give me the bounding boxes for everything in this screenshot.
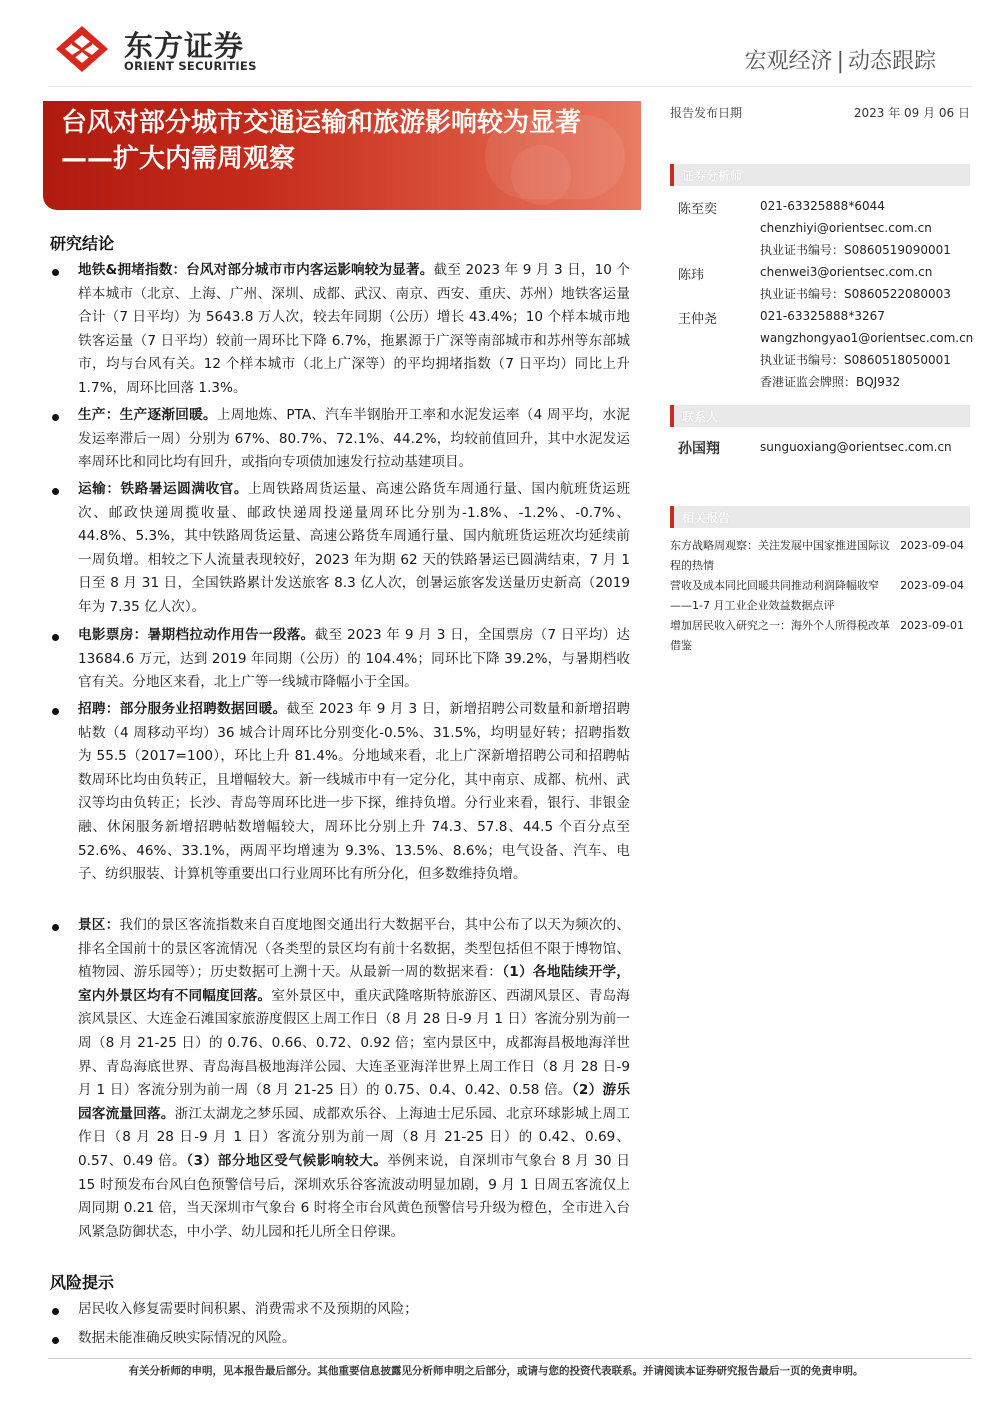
conclusion-body: 我们的景区客流指数来自百度地图交通出行大数据平台，其中公布了以天为频次的、排名全国前十的景区客流情况（各类型的景区均有前十名数据，类型包括但不限于博物馆、植物园、游乐园等）；历史数据可上溯十天。从最新一周的数据来看： xyxy=(78,917,631,981)
conclusion-text xyxy=(78,404,630,475)
related-section-header xyxy=(670,506,970,528)
conclusion-text xyxy=(78,259,630,401)
analyst-phone: 021-63325888*3267 xyxy=(760,309,885,323)
conclusion-lead: 地铁&拥堵指数：台风对部分城市市内客运影响较为显著。 xyxy=(78,262,434,278)
bullet-icon xyxy=(52,488,59,495)
bullet-icon xyxy=(52,414,59,421)
report-title: 台风对部分城市交通运输和旅游影响较为显著——扩大内需周观察 xyxy=(61,108,582,174)
bullet-icon xyxy=(52,634,59,641)
risk-text: 数据未能准确反映实际情况的风险。 xyxy=(78,1330,296,1346)
conclusion-body: 截至 2023 年 9 月 3 日，10 个样本城市（北京、上海、广州、深圳、成都、武汉、南京、西安、重庆、苏州）地铁客运量合计（7 日平均）为 5643.8 万人次，较去年同期（公历）增长 43.4%；10 个样本城市地铁客运量（7 日平均）较前一周环比下降 6.7%，拖累源于广深等南部城市和苏州等东部城市，均与台风有关。12 个样本城市（北上广深等）的平均拥堵指数（7 日平均）同比上升 1.7%，周环比回落 1.3%。 xyxy=(78,262,630,396)
risk-heading: 风险提示 xyxy=(50,1273,115,1292)
related-report-title[interactable]: 东方战略周观察：关注发展中国家推进国际议程的热情 xyxy=(670,539,890,572)
conclusion-lead: 生产：生产逐渐回暖。 xyxy=(78,407,217,423)
disclaimer-footer: 有关分析师的申明，见本报告最后部分。其他重要信息披露见分析师申明之后部分，或请与您的投资代表联系。并请阅读本证券研究报告最后一页的免责申明。 xyxy=(128,1365,864,1377)
conclusion-text xyxy=(78,624,630,695)
risk-text: 居民收入修复需要时间积累、消费需求不及预期的风险； xyxy=(78,1301,418,1317)
bullet-icon xyxy=(52,708,59,715)
analysts-section-header xyxy=(670,164,970,186)
analyst-license: 执业证书编号：S0860519090001 xyxy=(760,243,951,257)
conclusion-subpoint: （3）部分地区受气候影响较大。 xyxy=(186,1152,388,1169)
conclusion-body: 上周铁路周货运量、高速公路货车周通行量、国内航班货运班次、邮政快递周揽收量、邮政快递周投递量周环比分别为-1.8%、-1.2%、-0.7%、44.8%、5.3%，其中铁路周货运量、高速公路货车周通行量、国内航班货运班次均延续前一周负增。相较之下人流量表现较好，2023 年为期 62 天的铁路暑运已圆满结束，7 月 1 日至 8 月 31 日，全国铁路累计发送旅客 8.3 亿人次，创暑运旅客发送量历史新高（2019 年为 7.35 亿人次）。 xyxy=(78,481,631,615)
footer-divider xyxy=(48,1358,972,1359)
report-type-subcategory: 动态跟踪 xyxy=(847,49,936,74)
section-marker xyxy=(670,405,674,427)
analyst-license: 执业证书编号：S0860522080003 xyxy=(760,287,951,301)
contact-email[interactable]: sunguoxiang@orientsec.com.cn xyxy=(760,440,952,454)
conclusion-body: 截至 2023 年 9 月 3 日，新增招聘公司数量和新增招聘帖数（4 周移动平均）36 城合计周环比分别变化-0.5%、31.5%，均明显好转；招聘指数为 55.5（2017=100），环比上升 81.4%。分地域来看，北上广深新增招聘公司和招聘帖数周环比均由负转正，且增幅较大。新一线城市中有一定分化，其中南京、成都、杭州、武汉等均由负转正；长沙、青岛等周环比进一步下探，维持负增。分行业来看，银行、非银金融、休闲服务新增招聘帖数增幅较大，周环比分别上升 74.3、57.8、44.5 个百分点至 52.6%、46%、33.1%，两周平均增速为 9.3%、13.5%、8.6%；电气设备、汽车、电子、纺织服装、计算机等重要出口行业周环比有所分化，但多数维持负增。 xyxy=(78,701,630,883)
related-header-label: 相关报告 xyxy=(682,511,731,525)
related-report-date: 2023-09-04 xyxy=(900,579,964,592)
header-divider xyxy=(48,86,972,87)
analyst-phone: 021-63325888*6044 xyxy=(760,199,885,213)
orient-logo xyxy=(56,22,276,76)
conclusion-lead: 景区： xyxy=(78,917,120,933)
conclusion-body: 举例来说，自深圳市气象台 8 月 30 日 15 时预发布台风白色预警信号后，深圳欢乐谷客流波动明显加剧，9 月 1 日周五客流仅上周同期 0.21 倍，当天深圳市气象台 6 时将全市台风黄色预警信号升级为橙色，全市进入台风紧急防御状态，中小学、幼儿园和托儿所全日停课。 xyxy=(78,1152,630,1240)
bullet-icon xyxy=(52,924,59,931)
conclusion-text xyxy=(78,478,630,620)
analyst-name: 陈至奕 xyxy=(678,202,718,217)
contact-name: 孙国翔 xyxy=(678,441,720,457)
analysts-header-label: 证券分析师 xyxy=(682,169,743,183)
analyst-email[interactable]: chenzhiyi@orientsec.com.cn xyxy=(760,221,932,235)
analyst-license: 执业证书编号：S0860518050001 xyxy=(760,353,951,367)
bullet-icon xyxy=(52,1308,59,1315)
analyst-email[interactable]: chenwei3@orientsec.com.cn xyxy=(760,265,933,279)
logo-chinese-name: 东方证券 xyxy=(124,29,245,63)
conclusion-lead: 运输：铁路暑运圆满收官。 xyxy=(78,481,249,497)
bullet-icon xyxy=(52,1337,59,1344)
conclusion-text xyxy=(78,698,630,887)
conclusion-body: 截至 2023 年 9 月 3 日，全国票房（7 日平均）达 13684.6 万元，达到 2019 年同期（公历）的 104.4%；同环比下降 39.2%，与暑期档收官有关。分地区来看，北上广等一线城市降幅小于全国。 xyxy=(78,627,630,691)
analyst-name: 王仲尧 xyxy=(678,312,718,327)
logo-english-name: ORIENT SECURITIES xyxy=(124,59,257,73)
report-type-category: 宏观经济 xyxy=(744,49,833,74)
contact-section-header xyxy=(670,405,970,427)
conclusion-lead: 招聘：部分服务业招聘数据回暖。 xyxy=(78,701,287,717)
conclusion-body: 上周地炼、PTA、汽车半钢胎开工率和水泥发运率（4 周平均，水泥发运率滞后一周）分别为 67%、80.7%、72.1%、44.2%，均较前值回升，其中水泥发运率周环比和同比均有回升，或指向专项债加速发行拉动基建项目。 xyxy=(78,407,631,471)
publish-date-value: 2023 年 09 月 06 日 xyxy=(853,106,970,120)
conclusion-lead: 电影票房：暑期档拉动作用告一段落。 xyxy=(78,627,315,643)
publish-date-label: 报告发布日期 xyxy=(670,106,743,120)
conclusion-text xyxy=(78,914,630,1244)
conclusion-subpoint: （1）各地陆续开学，室内外景区均有不同幅度回落。 xyxy=(78,964,630,1004)
related-report-title[interactable]: 营收及成本同比回暖共同推动利润降幅收窄——1-7 月工业企业效益数据点评 xyxy=(670,579,879,612)
related-report-date: 2023-09-04 xyxy=(900,539,964,552)
bullet-icon xyxy=(52,269,59,276)
section-marker xyxy=(670,164,674,186)
conclusion-heading: 研究结论 xyxy=(50,234,115,253)
conclusion-body: 室外景区中，重庆武隆喀斯特旅游区、西湖风景区、青岛海滨风景区、大连金石滩国家旅游度假区上周工作日（8 月 28 日-9 月 1 日）客流分别为前一周（8 月 21-25 日）的 0.76、0.66、0.72、0.92 倍；室内景区中，成都海昌极地海洋世界、青岛海底世界、青岛海昌极地海洋公园、大连圣亚海洋世界上周工作日（8 月 28 日-9 月 1 日）客流分别为前一周（8 月 21-25 日）的 0.75、0.4、0.42、0.58 倍。 xyxy=(78,987,631,1099)
related-report-date: 2023-09-01 xyxy=(900,619,964,632)
conclusion-subpoint: （2）游乐园客流量回落。 xyxy=(78,1082,630,1122)
contact-header-label: 联系人 xyxy=(682,410,719,424)
analyst-name: 陈玮 xyxy=(678,268,705,283)
section-marker xyxy=(670,506,674,528)
related-report-title[interactable]: 增加居民收入研究之一：海外个人所得税改革借鉴 xyxy=(670,619,890,652)
conclusion-body: 浙江太湖龙之梦乐园、成都欢乐谷、上海迪士尼乐园、北京环球影城上周工作日（8 月 28 日-9 月 1 日）客流分别为前一周（8 月 21-25 日）的 0.42、0.69、0.57、0.49 倍。 xyxy=(78,1105,631,1169)
analyst-email[interactable]: wangzhongyao1@orientsec.com.cn xyxy=(760,331,974,345)
orient-logo-icon xyxy=(56,26,108,72)
report-type xyxy=(745,44,936,75)
title-banner xyxy=(43,101,641,210)
analyst-hk-license: 香港证监会牌照：BQJ932 xyxy=(760,375,901,389)
report-type-separator: | xyxy=(836,49,844,74)
